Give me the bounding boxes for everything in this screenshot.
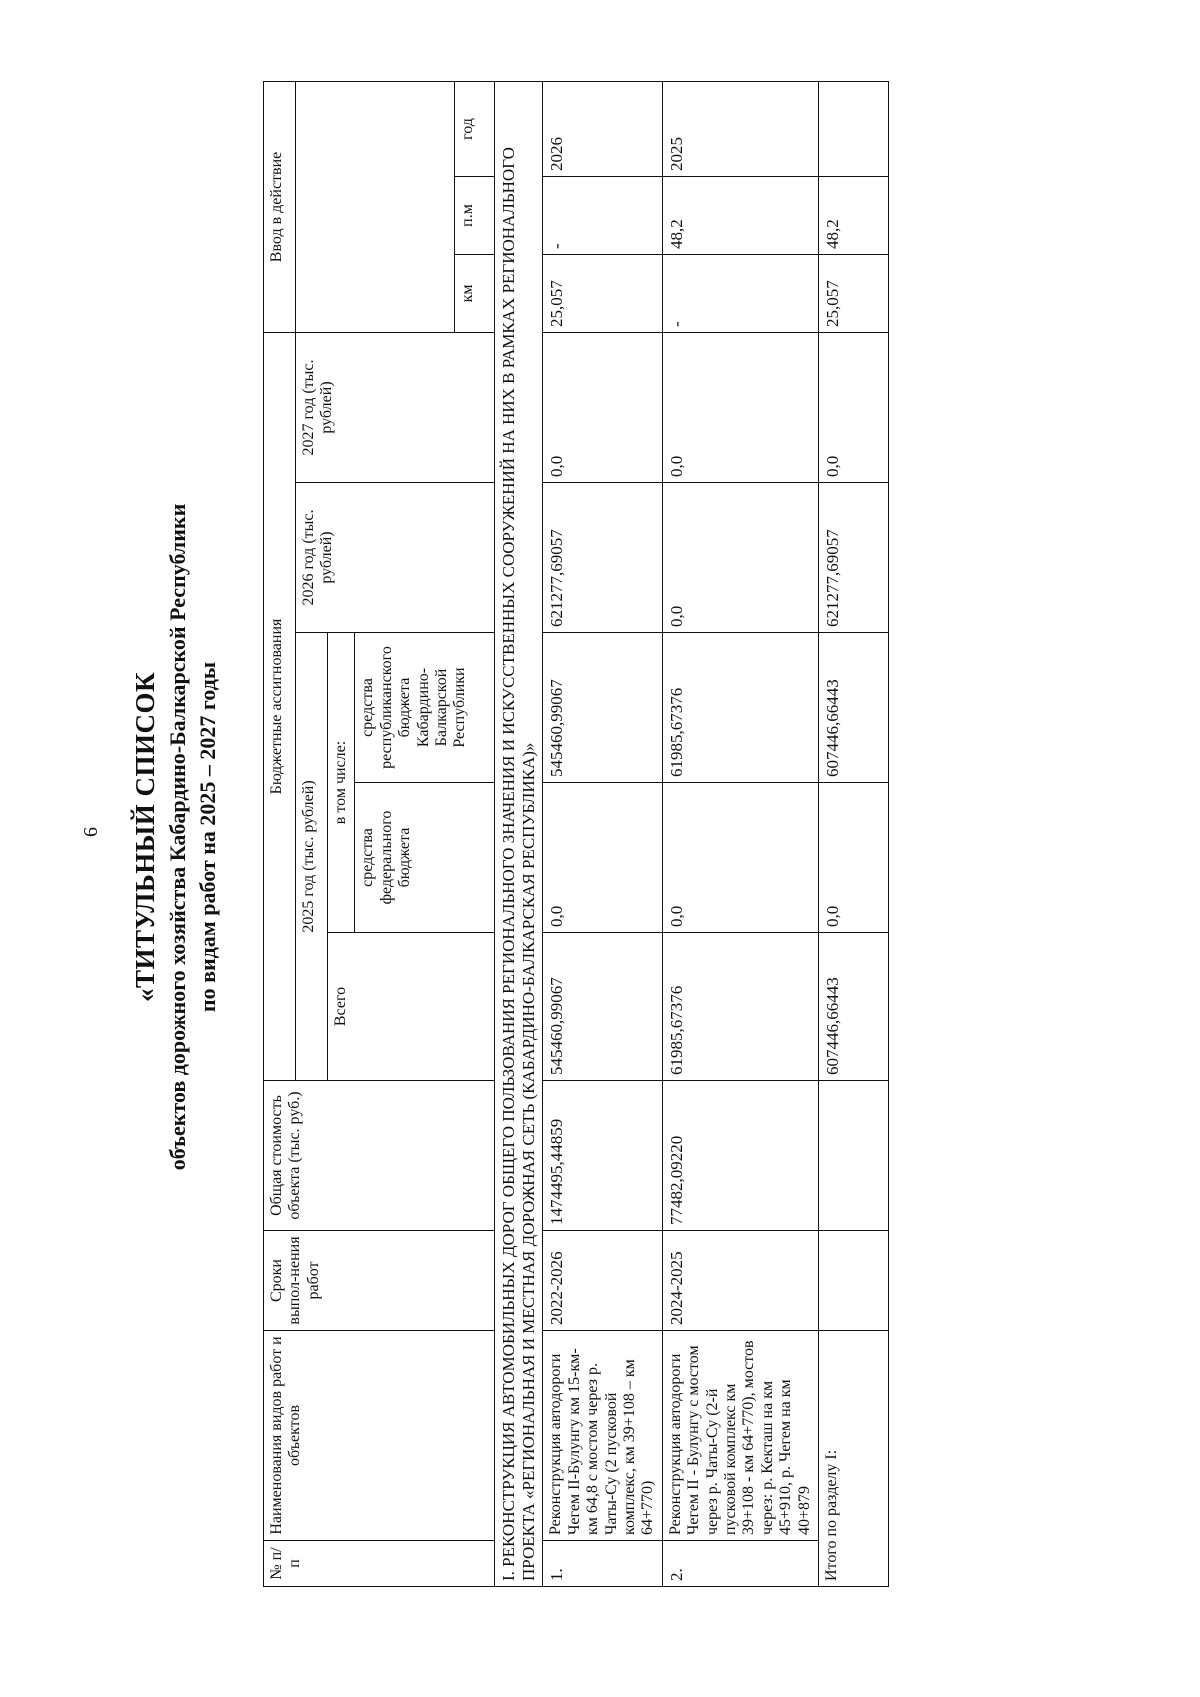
subtotal-term-blank	[818, 1231, 888, 1331]
header-budget: Бюджетные ассигнования	[264, 332, 296, 1080]
header-republic: средства республиканского бюджета Кабардино-Балкарской Республики	[355, 633, 495, 783]
title-line-3: по видам работ на 2025 – 2027 годы	[195, 661, 220, 1013]
row-year: 2025	[662, 81, 818, 176]
row-cost: 1474495,44859	[543, 1081, 662, 1231]
row-num: 1.	[543, 1541, 662, 1587]
row-km: 25,057	[543, 254, 662, 332]
subtotal-year-blank	[818, 81, 888, 176]
row-cost: 77482,09220	[662, 1081, 818, 1231]
header-commission-blank	[296, 81, 455, 332]
subtotal-label: Итого по разделу I:	[818, 1331, 888, 1587]
subtotal-republic-2025: 607446,66443	[818, 633, 888, 783]
row-total-2025: 61985,67376	[662, 933, 818, 1081]
row-pm: -	[543, 176, 662, 254]
header-2027: 2027 год (тыс. рублей)	[296, 332, 495, 482]
row-2026: 0,0	[662, 483, 818, 633]
header-name: Наименования видов работ и объектов	[264, 1331, 495, 1541]
row-2026: 621277,69057	[543, 483, 662, 633]
header-cost: Общая стоимость объекта (тыс. руб.)	[264, 1081, 495, 1231]
header-pm: п.м	[455, 176, 495, 254]
subtotal-total-2025: 607446,66443	[818, 933, 888, 1081]
row-republic-2025: 545460,99067	[543, 633, 662, 783]
section-title: I. РЕКОНСТРУКЦИЯ АВТОМОБИЛЬНЫХ ДОРОГ ОБЩЕГО ПОЛЬЗОВАНИЯ РЕГИОНАЛЬНОГО ЗНАЧЕНИЯ И ИСКУССТВЕННЫХ СООРУЖЕНИЙ НА НИХ В РАМКАХ РЕГИОНАЛЬНОГО ПРОЕКТА «РЕГИОНАЛЬНАЯ И МЕСТНАЯ ДОРОЖНАЯ СЕТЬ (КАБАРДИНО-БАЛКАРСКАЯ РЕСПУБЛИКА)»	[495, 81, 543, 1586]
table-row	[543, 81, 662, 1586]
row-term: 2022-2026	[543, 1231, 662, 1331]
subtotal-km: 25,057	[818, 254, 888, 332]
row-2027: 0,0	[662, 332, 818, 482]
header-federal: средства федерального бюджета	[355, 783, 495, 933]
subtotal-federal-2025: 0,0	[818, 783, 888, 933]
row-term: 2024-2025	[662, 1231, 818, 1331]
header-2026: 2026 год (тыс. рублей)	[296, 483, 495, 633]
row-republic-2025: 61985,67376	[662, 633, 818, 783]
subtotal-cost-blank	[818, 1081, 888, 1231]
header-total: Всего	[328, 933, 495, 1081]
page-number: 6	[80, 827, 102, 837]
subtotal-2027: 0,0	[818, 332, 888, 482]
row-federal-2025: 0,0	[662, 783, 818, 933]
row-pm: 48,2	[662, 176, 818, 254]
row-name: Реконструкция автодороги Чегем II - Булунгу с мостом через р. Чаты-Су (2-й пусковой комплекс км 39+108 - км 64+770), мостов через: р. Кекташ на км 45+910, р. Чегем на км 40+879	[662, 1331, 818, 1541]
subtotal-row	[818, 81, 888, 1586]
subtotal-pm: 48,2	[818, 176, 888, 254]
header-num: № п/п	[264, 1541, 495, 1587]
row-total-2025: 545460,99067	[543, 933, 662, 1081]
table-row	[662, 81, 818, 1586]
row-km: -	[662, 254, 818, 332]
row-num: 2.	[662, 1541, 818, 1587]
title-list-table	[263, 81, 889, 1587]
header-commission: Ввод в действие	[264, 81, 296, 332]
header-km: км	[455, 254, 495, 332]
document-title	[130, 237, 221, 1437]
header-2025: 2025 год (тыс. рублей)	[296, 633, 328, 1081]
title-line-1: «ТИТУЛЬНЫЙ СПИСОК	[130, 671, 160, 1003]
header-year: год	[455, 81, 495, 176]
title-line-2: объектов дорожного хозяйства Кабардино-Балкарской Республики	[165, 503, 190, 1171]
subtotal-2026: 621277,69057	[818, 483, 888, 633]
row-federal-2025: 0,0	[543, 783, 662, 933]
row-name: Реконструкция автодороги Чегем II-Булунгу км 15-км-км 64,8 с мостом через р. Чаты-Су (2 пусковой комплекс, км 39+108 – км 64+770)	[543, 1331, 662, 1541]
header-term: Сроки выпол-нения работ	[264, 1231, 495, 1331]
header-incl: в том числе:	[328, 633, 355, 933]
row-2027: 0,0	[543, 332, 662, 482]
row-year: 2026	[543, 81, 662, 176]
